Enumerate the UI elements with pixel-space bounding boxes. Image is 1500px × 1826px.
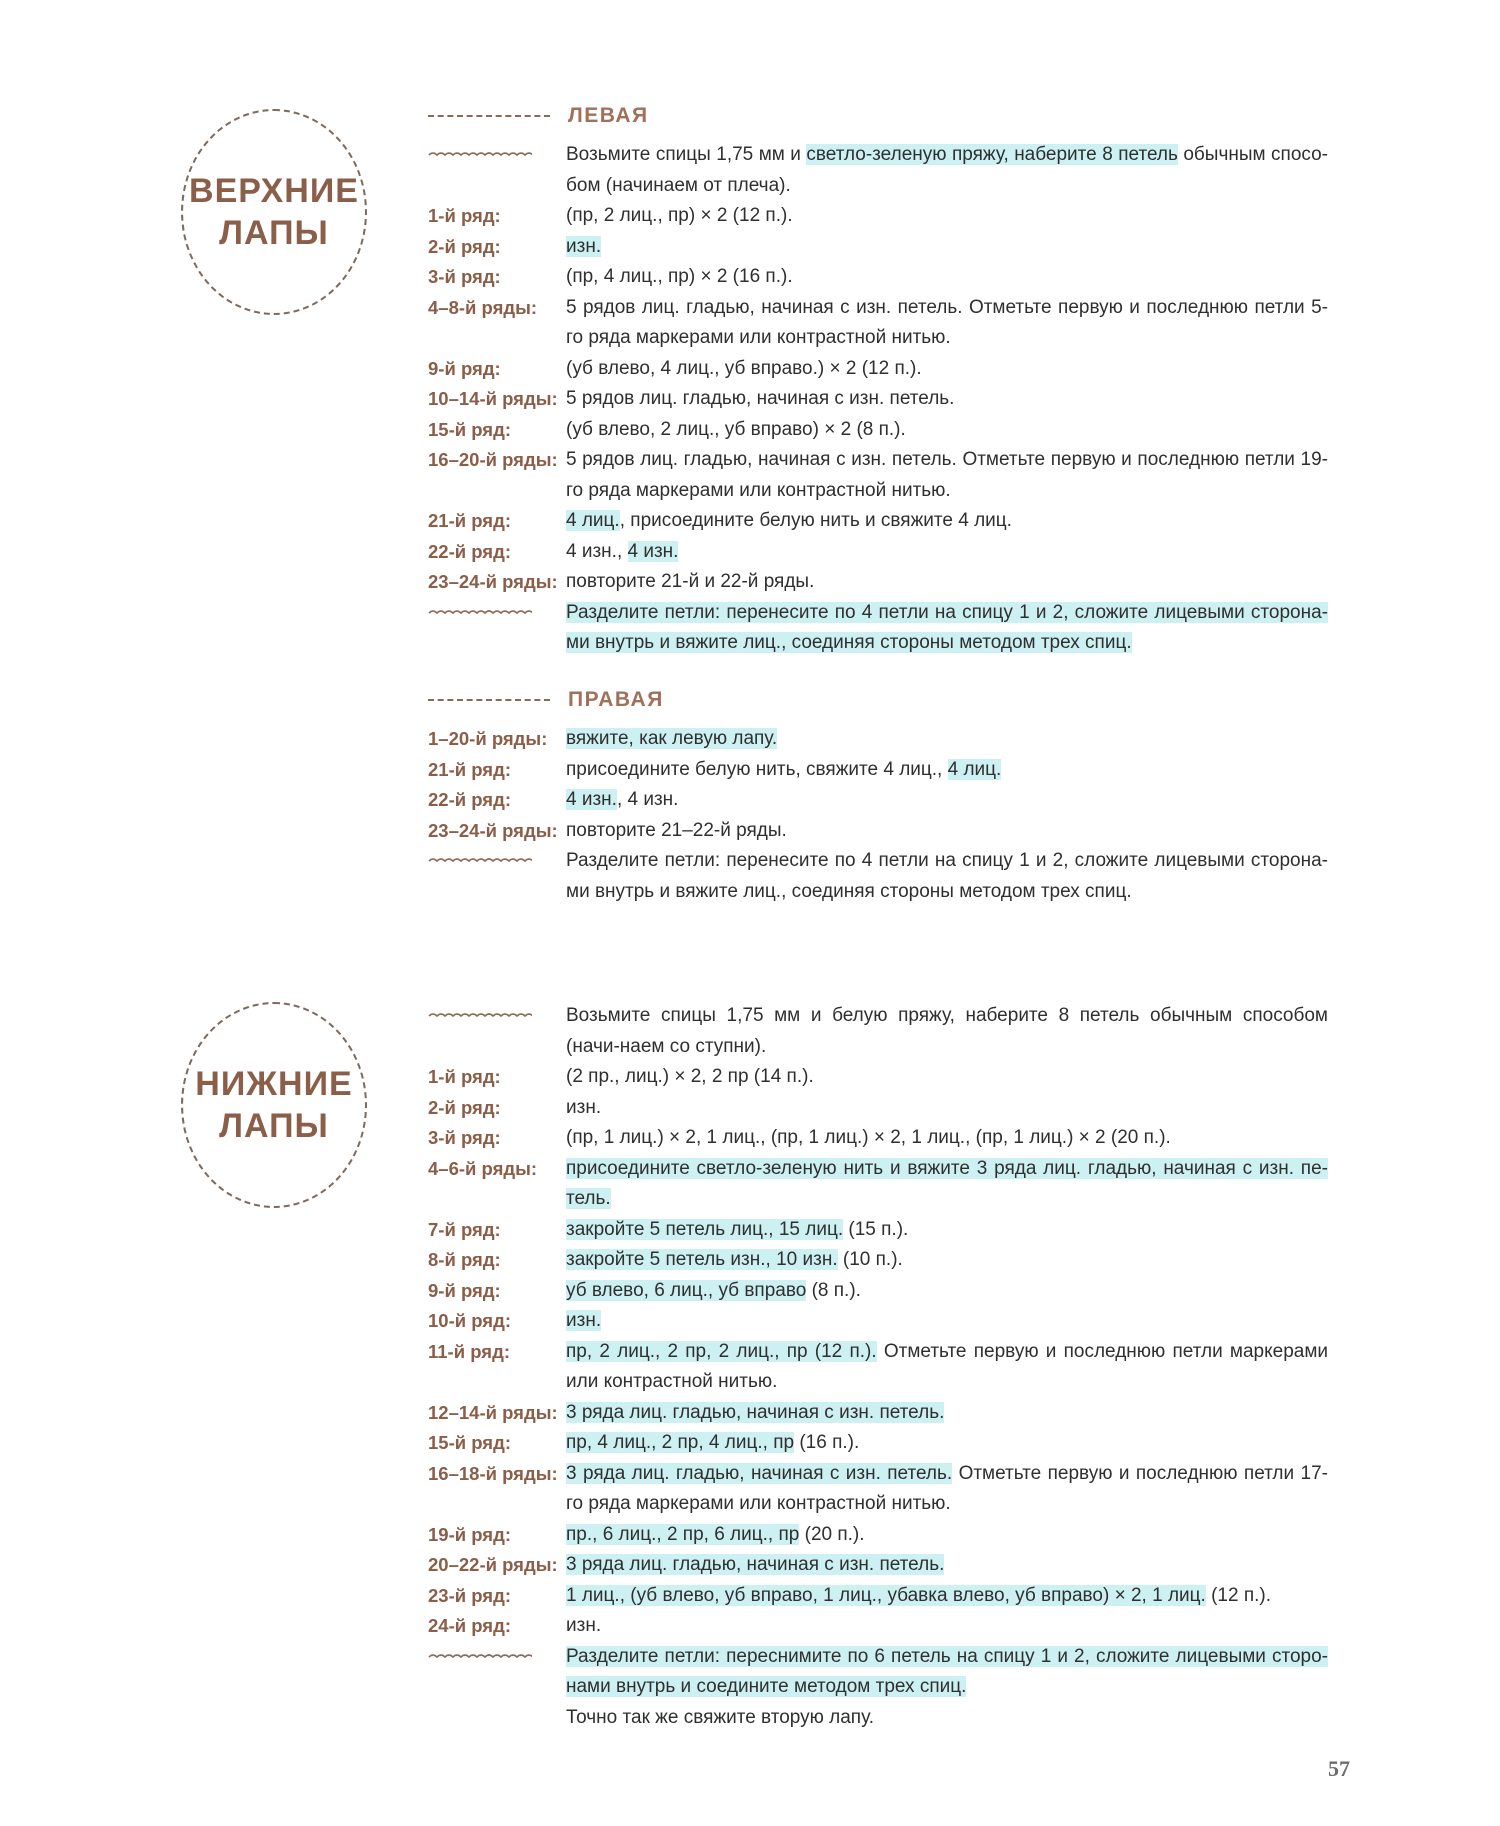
instruction-row [428, 1520, 1328, 1551]
row-label: 22-й ряд: [428, 789, 512, 810]
left-section-header [428, 104, 649, 128]
row-label: 15-й ряд: [428, 1432, 512, 1453]
text-segment: повторите 21-й и 22-й ряды. [566, 571, 815, 592]
row-text [566, 1154, 1328, 1215]
instruction-row [428, 232, 1328, 263]
row-text [566, 1520, 1328, 1551]
text-segment: 5 рядов лиц. гладью, начиная с изн. петель. Отметьте первую и последнюю петли 5-го ряда маркерами или контрастной нитью. [566, 296, 1328, 348]
instruction-row [428, 567, 1328, 598]
text-segment: Точно так же свяжите вторую лапу. [566, 1706, 874, 1728]
row-text [566, 1642, 1328, 1703]
row-text [566, 262, 1328, 293]
text-segment: , присоедините белую нить и свяжите 4 лиц. [619, 510, 1012, 531]
upper-paws-title-line1: ВЕРХНИЕ [189, 172, 359, 210]
highlighted-text: присоедините светло-зеленую нить и вяжите 3 ряда лиц. гладью, начиная с изн. пе-тель. [566, 1157, 1328, 1209]
instruction-row [428, 598, 1328, 659]
instruction-row [428, 201, 1328, 232]
highlighted-text: 4 лиц. [566, 510, 620, 531]
instruction-row [428, 506, 1328, 537]
highlighted-text: пр, 2 лиц., 2 пр, 2 лиц., пр (12 п.). [566, 1340, 877, 1362]
row-text [566, 1215, 1328, 1246]
row-text [566, 1550, 1328, 1581]
row-text [566, 598, 1328, 659]
row-label: 22-й ряд: [428, 540, 512, 562]
highlighted-text: закройте 5 петель изн., 10 изн. [566, 1249, 838, 1270]
row-text [566, 724, 1328, 755]
highlighted-text: Разделите петли: переснимите по 6 петель на спицу 1 и 2, сложите лицевыми сторо-нами внутрь и соедините методом трех спиц. [566, 1645, 1328, 1697]
highlighted-text: светло-зеленую пряжу, наберите 8 петель [806, 144, 1178, 165]
row-text [566, 1581, 1328, 1612]
row-label: 1-й ряд: [428, 1066, 501, 1087]
text-segment: 4 изн., [566, 540, 628, 562]
highlighted-text: закройте 5 петель лиц., 15 лиц. [566, 1218, 844, 1240]
row-text [566, 293, 1328, 354]
lower-paws-title-line1: НИЖНИЕ [195, 1065, 353, 1103]
upper-paws-badge [181, 109, 367, 315]
text-segment: (уб влево, 2 лиц., уб вправо) × 2 (8 п.). [566, 418, 906, 440]
row-label: 19-й ряд: [428, 1523, 512, 1545]
text-segment: (пр, 2 лиц., пр) × 2 (12 п.). [566, 205, 793, 226]
row-text [566, 506, 1328, 537]
row-text [566, 1123, 1328, 1154]
instruction-row [428, 1428, 1328, 1459]
text-segment: 5 рядов лиц. гладью, начиная с изн. петель. [566, 388, 955, 409]
row-label: 23-й ряд: [428, 1584, 512, 1606]
instruction-row [428, 1245, 1328, 1276]
lower-paws-title-line2: ЛАПЫ [219, 1107, 329, 1145]
row-text [566, 1611, 1328, 1642]
text-segment: присоедините белую нить, свяжите 4 лиц., [566, 758, 948, 780]
row-label: 21-й ряд: [428, 758, 512, 780]
row-label: 12–14-й ряды: [428, 1401, 558, 1423]
highlighted-text: 4 изн. [566, 789, 617, 810]
highlighted-text: Разделите петли: перенесите по 4 петли на спицу 1 и 2, сложите лицевыми сторона-ми внутрь и вяжите лиц., соединяя стороны методом трех спиц. [566, 601, 1328, 653]
row-label: 15-й ряд: [428, 418, 512, 440]
text-segment: (пр, 4 лиц., пр) × 2 (16 п.). [566, 266, 793, 287]
row-label: 21-й ряд: [428, 510, 512, 531]
instruction-row [428, 755, 1328, 786]
highlighted-text: пр., 6 лиц., 2 пр, 6 лиц., пр [566, 1523, 800, 1545]
instruction-row [428, 1154, 1328, 1215]
row-text [566, 1337, 1328, 1398]
instruction-row [428, 1642, 1328, 1703]
instruction-row [428, 1306, 1328, 1337]
instruction-row [428, 140, 1328, 201]
row-label: 23–24-й ряды: [428, 819, 558, 841]
instruction-row [428, 293, 1328, 354]
text-segment: 5 рядов лиц. гладью, начиная с изн. петель. Отметьте первую и последнюю петли 19-го ряда маркерами или контрастной нитью. [566, 449, 1328, 501]
text-segment: (уб влево, 4 лиц., уб вправо.) × 2 (12 п.). [566, 357, 922, 379]
row-text [566, 384, 1328, 415]
text-segment: (2 пр., лиц.) × 2, 2 пр (14 п.). [566, 1066, 814, 1087]
row-text [566, 1703, 1328, 1734]
dashed-rule [428, 699, 550, 701]
row-label: 9-й ряд: [428, 357, 501, 379]
text-segment: (пр, 1 лиц.) × 2, 1 лиц., (пр, 1 лиц.) × 2, 1 лиц., (пр, 1 лиц.) × 2 (20 п.). [566, 1127, 1171, 1148]
text-segment: (12 п.). [1205, 1584, 1272, 1606]
row-text [566, 415, 1328, 446]
row-text [566, 354, 1328, 385]
instruction-row [428, 354, 1328, 385]
row-label: 23–24-й ряды: [428, 571, 558, 592]
row-label: 16–18-й ряды: [428, 1462, 558, 1484]
wavy-divider-icon [428, 608, 532, 618]
highlighted-text: 4 изн. [627, 540, 679, 562]
instruction-row [428, 724, 1328, 755]
row-label: 4–6-й ряды: [428, 1157, 538, 1179]
wavy-divider-icon [428, 150, 532, 160]
highlighted-text: 3 ряда лиц. гладью, начиная с изн. петель. [566, 1401, 945, 1423]
text-segment: Возьмите спицы 1,75 мм и [566, 144, 807, 165]
instruction-row [428, 415, 1328, 446]
row-label: 1-й ряд: [428, 205, 501, 226]
instruction-row [428, 1611, 1328, 1642]
row-text [566, 445, 1328, 506]
left-paw-instructions [428, 140, 1328, 659]
row-label: 16–20-й ряды: [428, 449, 558, 470]
row-label: 10-й ряд: [428, 1310, 512, 1331]
row-text [566, 1245, 1328, 1276]
instruction-row [428, 537, 1328, 568]
row-label: 9-й ряд: [428, 1279, 501, 1301]
instruction-row [428, 1337, 1328, 1398]
wavy-divider-icon [428, 1011, 532, 1021]
instruction-row [428, 1001, 1328, 1062]
text-segment: Отметьте первую и последнюю петли 17-го ряда маркерами или контрастной нитью. [566, 1462, 1328, 1514]
row-text [566, 1398, 1328, 1429]
row-text [566, 1062, 1328, 1093]
row-label: 2-й ряд: [428, 1096, 501, 1118]
page-number: 57 [1328, 1756, 1350, 1781]
lower-paws-badge [181, 1002, 367, 1208]
highlighted-text: уб влево, 6 лиц., уб вправо [566, 1279, 807, 1301]
lower-paw-instructions [428, 1001, 1328, 1733]
row-label: 10–14-й ряды: [428, 388, 558, 409]
row-text [566, 140, 1328, 201]
text-segment: (15 п.). [843, 1218, 909, 1240]
instruction-row [428, 1062, 1328, 1093]
instruction-row [428, 1581, 1328, 1612]
left-section-title: ЛЕВАЯ [568, 104, 649, 127]
row-label: 2-й ряд: [428, 235, 501, 257]
row-text [566, 846, 1328, 907]
row-label: 3-й ряд: [428, 266, 501, 287]
highlighted-text: 1 лиц., (уб влево, уб вправо, 1 лиц., убавка влево, уб вправо) × 2, 1 лиц. [566, 1584, 1206, 1606]
upper-paws-title-line2: ЛАПЫ [219, 214, 329, 252]
text-segment: изн. [566, 1096, 602, 1118]
text-segment: повторите 21–22-й ряды. [566, 819, 787, 841]
row-label: 11-й ряд: [428, 1340, 510, 1362]
text-segment: Отметьте первую и последнюю петли маркерами или контрастной нитью. [566, 1340, 1328, 1392]
right-paw-instructions [428, 724, 1328, 907]
text-segment: (16 п.). [794, 1432, 860, 1453]
row-marker [428, 598, 566, 628]
dashed-rule [428, 115, 550, 117]
row-text [566, 1306, 1328, 1337]
row-label: 8-й ряд: [428, 1249, 501, 1270]
instruction-row [428, 1398, 1328, 1429]
instruction-row [428, 1093, 1328, 1124]
highlighted-text: 3 ряда лиц. гладью, начиная с изн. петель. [566, 1554, 945, 1575]
instruction-row [428, 1276, 1328, 1307]
wavy-divider-icon [428, 856, 532, 866]
instruction-row [428, 1703, 1328, 1734]
row-marker [428, 1001, 566, 1031]
row-label: 4–8-й ряды: [428, 296, 538, 318]
text-segment: изн. [566, 1615, 602, 1636]
right-section-title: ПРАВАЯ [568, 688, 664, 711]
row-text [566, 567, 1328, 598]
row-text [566, 816, 1328, 847]
instruction-row [428, 1215, 1328, 1246]
row-label: 3-й ряд: [428, 1127, 501, 1148]
row-label: 1–20-й ряды: [428, 728, 548, 749]
row-text [566, 1001, 1328, 1062]
instruction-row [428, 384, 1328, 415]
text-segment: обычным спосо-бом (начинаем от плеча). [566, 144, 1328, 196]
row-text [566, 755, 1328, 786]
row-text [566, 1459, 1328, 1520]
text-segment: (8 п.). [806, 1279, 861, 1301]
highlighted-text: 3 ряда лиц. гладью, начиная с изн. петель. [566, 1462, 953, 1484]
row-text [566, 785, 1328, 816]
row-text [566, 1276, 1328, 1307]
right-section-header [428, 688, 664, 712]
text-segment: (20 п.). [799, 1523, 865, 1545]
highlighted-text: изн. [566, 235, 602, 257]
instruction-row [428, 816, 1328, 847]
row-label: 24-й ряд: [428, 1615, 512, 1636]
highlighted-text: 4 лиц. [947, 758, 1002, 780]
text-segment: Возьмите спицы 1,75 мм и белую пряжу, наберите 8 петель обычным способом (начи-наем со ступни). [566, 1005, 1328, 1057]
row-text [566, 201, 1328, 232]
row-text [566, 232, 1328, 263]
instruction-row [428, 445, 1328, 506]
text-segment: Разделите петли: перенесите по 4 петли на спицу 1 и 2, сложите лицевыми сторона-ми внутрь и вяжите лиц., соединяя стороны методом трех спиц. [566, 850, 1328, 902]
instruction-row [428, 785, 1328, 816]
instruction-row [428, 1459, 1328, 1520]
instruction-row [428, 1550, 1328, 1581]
highlighted-text: изн. [566, 1310, 602, 1331]
row-marker [428, 846, 566, 876]
row-label: 7-й ряд: [428, 1218, 501, 1240]
row-marker [428, 1642, 566, 1672]
text-segment: (10 п.). [837, 1249, 903, 1270]
instruction-row [428, 262, 1328, 293]
row-marker [428, 1703, 566, 1733]
instruction-row [428, 1123, 1328, 1154]
text-segment: , 4 изн. [616, 789, 679, 810]
row-text [566, 537, 1328, 568]
row-label: 20–22-й ряды: [428, 1554, 558, 1575]
instruction-row [428, 846, 1328, 907]
row-text [566, 1428, 1328, 1459]
highlighted-text: пр, 4 лиц., 2 пр, 4 лиц., пр [566, 1432, 795, 1453]
row-text [566, 1093, 1328, 1124]
row-marker [428, 140, 566, 170]
highlighted-text: вяжите, как левую лапу. [566, 728, 778, 749]
wavy-divider-icon [428, 1652, 532, 1662]
